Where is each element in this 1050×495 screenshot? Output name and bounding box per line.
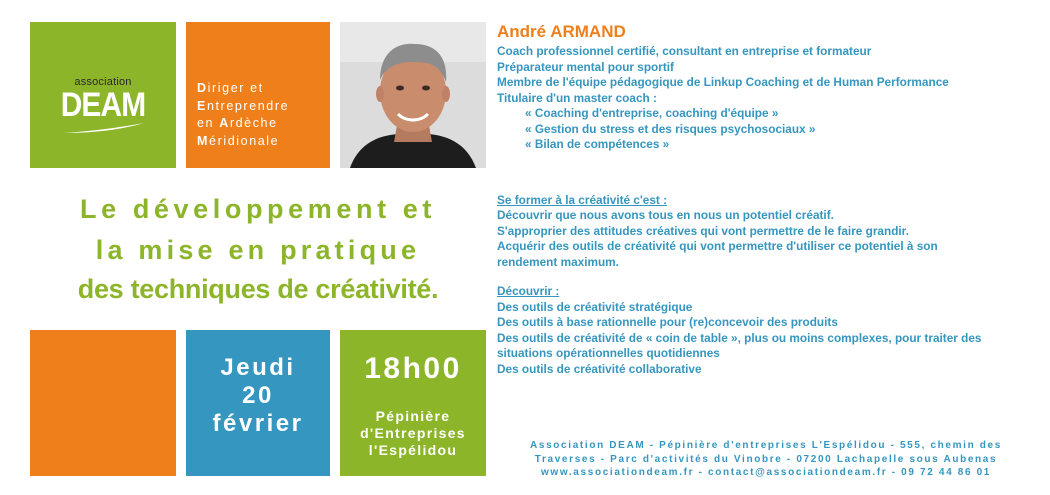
speaker-portrait — [340, 22, 486, 168]
bio-line: Préparateur mental pour sportif — [497, 59, 674, 74]
master-item: « Gestion du stress et des risques psychosociaux » — [525, 121, 816, 136]
logo-swoosh-icon — [62, 122, 146, 134]
footer-line-3: www.associationdeam.fr - contact@associationdeam.fr - 09 72 44 86 01 — [540, 467, 992, 478]
portrait-image — [340, 22, 486, 168]
bio-line: Coach professionnel certifié, consultant en entreprise et formateur — [497, 44, 872, 58]
tagline-line-1: Diriger et — [197, 81, 264, 95]
section2-line: Des outils de créativité stratégique — [497, 299, 693, 314]
headline-line-1: Le développement et — [80, 194, 436, 224]
tagline-line-3: en Ardèche — [197, 116, 278, 130]
event-month: février — [212, 410, 304, 437]
venue-line-3: l'Espélidou — [368, 442, 458, 458]
section2-line: Des outils de créativité collaborative — [497, 361, 702, 376]
headline-line-2: la mise en pratique — [95, 235, 421, 265]
section2-line: situations opérationnelles quotidiennes — [497, 346, 720, 360]
section1-line: rendement maximum. — [497, 254, 619, 269]
headline-line-3: des techniques de créativité. — [77, 274, 439, 304]
footer-line-1: Association DEAM - Pépinière d'entreprises L'Espélidou - 555, chemin des — [530, 440, 1002, 451]
deam-logo-tile — [30, 22, 176, 168]
event-day: Jeudi — [220, 354, 296, 381]
section1-line: Découvrir que nous avons tous en nous un potentiel créatif. — [497, 208, 834, 222]
tagline-tile — [186, 22, 330, 168]
event-time: 18h00 — [364, 352, 462, 385]
logo-association-text: association — [74, 76, 132, 88]
master-item: « Bilan de compétences » — [525, 137, 670, 151]
venue-line-1: Pépinière — [375, 408, 451, 424]
speaker-info — [497, 22, 1037, 377]
section2-line: Des outils de créativité de « coin de table », plus ou moins complexes, pour traiter des — [497, 330, 982, 345]
bio-line: Titulaire d'un master coach : — [497, 90, 657, 105]
event-venue — [340, 408, 486, 459]
venue-line-2: d'Entreprises — [360, 425, 466, 441]
bio-line: Membre de l'équipe pédagogique de Linkup Coaching et de Human Performance — [497, 75, 949, 89]
event-date-tile — [186, 330, 330, 476]
tagline-line-2: Entreprendre — [197, 98, 290, 113]
section1-line: Acquérir des outils de créativité qui vont permettre d'utiliser ce potentiel à son — [497, 239, 938, 253]
footer-line-2: Traverses - Parc d'activités du Vinobre - 07200 Lachapelle sous Aubenas — [534, 453, 998, 465]
decorative-orange-tile — [30, 330, 176, 476]
footer-contact — [500, 439, 1032, 480]
logo-deam-text: DEAM — [60, 86, 146, 124]
tagline-line-4: Méridionale — [197, 133, 280, 148]
speaker-name: André ARMAND — [497, 22, 626, 41]
section1-heading: Se former à la créativité c'est : — [497, 192, 668, 207]
section2-line: Des outils à base rationnelle pour (re)concevoir des produits — [497, 315, 838, 329]
section2-heading: Découvrir : — [497, 284, 560, 298]
headline — [28, 188, 488, 308]
section1-line: S'approprier des attitudes créatives qui vont permettre de le faire grandir. — [497, 223, 909, 238]
master-item: « Coaching d'entreprise, coaching d'équipe » — [525, 106, 779, 120]
event-time-tile — [340, 330, 486, 476]
event-date-number: 20 — [242, 382, 274, 409]
